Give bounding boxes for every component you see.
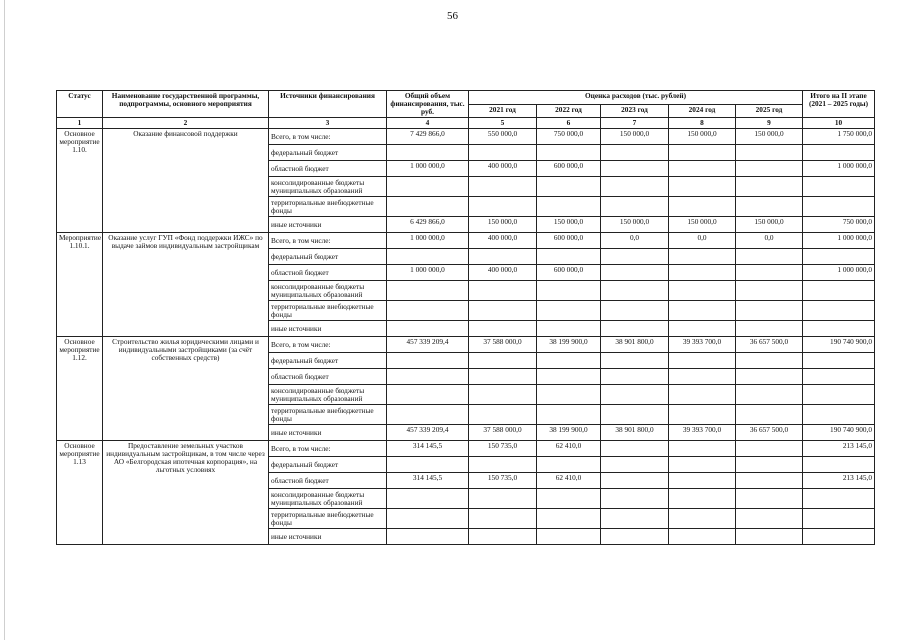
stage-total-cell: 1 750 000,0 (803, 129, 875, 145)
total-volume-cell: 1 000 000,0 (387, 265, 469, 281)
year-2023-cell (601, 473, 669, 489)
year-2021-cell (469, 353, 537, 369)
stage-total-cell (803, 353, 875, 369)
header-status: Статус (57, 91, 103, 118)
column-number-row (57, 118, 875, 129)
header-year: 2021 год (469, 104, 537, 118)
stage-total-cell (803, 321, 875, 337)
total-volume-cell (387, 529, 469, 545)
total-volume-cell (387, 489, 469, 509)
year-2024-cell (669, 249, 736, 265)
total-volume-cell (387, 301, 469, 321)
funding-source-cell: областной бюджет (269, 473, 387, 489)
year-2023-cell (601, 353, 669, 369)
year-2023-cell (601, 385, 669, 405)
table-row (57, 337, 875, 353)
year-2022-cell: 150 000,0 (537, 217, 601, 233)
year-2024-cell (669, 177, 736, 197)
year-2024-cell: 150 000,0 (669, 217, 736, 233)
year-2023-cell: 38 901 800,0 (601, 425, 669, 441)
total-volume-cell: 7 429 866,0 (387, 129, 469, 145)
stage-total-cell: 190 740 900,0 (803, 425, 875, 441)
year-2024-cell (669, 197, 736, 217)
year-2025-cell (736, 473, 803, 489)
funding-source-cell: федеральный бюджет (269, 145, 387, 161)
funding-source-cell: иные источники (269, 217, 387, 233)
total-volume-cell: 457 339 209,4 (387, 337, 469, 353)
table-row (57, 129, 875, 145)
total-volume-cell (387, 353, 469, 369)
stage-total-cell: 190 740 900,0 (803, 337, 875, 353)
stage-total-cell (803, 177, 875, 197)
year-2025-cell (736, 145, 803, 161)
year-2025-cell (736, 301, 803, 321)
year-2021-cell (469, 369, 537, 385)
year-2022-cell (537, 177, 601, 197)
funding-source-cell: Всего, в том числе: (269, 233, 387, 249)
year-2024-cell (669, 405, 736, 425)
year-2022-cell: 600 000,0 (537, 265, 601, 281)
header-row-top (57, 91, 875, 105)
year-2022-cell (537, 457, 601, 473)
year-2025-cell (736, 441, 803, 457)
header-year: 2024 год (669, 104, 736, 118)
table-body (57, 129, 875, 545)
year-2023-cell (601, 249, 669, 265)
funding-source-cell: областной бюджет (269, 161, 387, 177)
funding-source-cell: федеральный бюджет (269, 457, 387, 473)
header-total-volume: Общий объем финансирования, тыс. руб. (387, 91, 469, 118)
year-2021-cell (469, 321, 537, 337)
year-2024-cell (669, 145, 736, 161)
year-2022-cell (537, 281, 601, 301)
column-number: 4 (387, 118, 469, 129)
header-year: 2025 год (736, 104, 803, 118)
year-2024-cell (669, 385, 736, 405)
header-year: 2023 год (601, 104, 669, 118)
total-volume-cell: 457 339 209,4 (387, 425, 469, 441)
stage-total-cell: 1 000 000,0 (803, 161, 875, 177)
total-volume-cell: 1 000 000,0 (387, 233, 469, 249)
column-number: 9 (736, 118, 803, 129)
year-2024-cell (669, 489, 736, 509)
year-2023-cell (601, 369, 669, 385)
column-number: 10 (803, 118, 875, 129)
year-2023-cell: 0,0 (601, 233, 669, 249)
year-2025-cell (736, 405, 803, 425)
year-2023-cell (601, 441, 669, 457)
year-2025-cell (736, 281, 803, 301)
year-2022-cell (537, 321, 601, 337)
column-number: 1 (57, 118, 103, 129)
year-2025-cell (736, 369, 803, 385)
year-2022-cell: 600 000,0 (537, 233, 601, 249)
year-2024-cell: 150 000,0 (669, 129, 736, 145)
year-2024-cell (669, 457, 736, 473)
funding-source-cell: консолидированные бюджеты муниципальных образований (269, 177, 387, 197)
year-2023-cell (601, 321, 669, 337)
total-volume-cell: 314 145,5 (387, 473, 469, 489)
year-2023-cell (601, 301, 669, 321)
year-2021-cell (469, 249, 537, 265)
year-2022-cell: 750 000,0 (537, 129, 601, 145)
year-2023-cell (601, 529, 669, 545)
stage-total-cell (803, 249, 875, 265)
year-2021-cell (469, 529, 537, 545)
stage-total-cell (803, 529, 875, 545)
program-name-cell: Строительство жилья юридическими лицами и индивидуальными застройщиками (за счёт собственных средств) (103, 337, 269, 441)
year-2023-cell (601, 265, 669, 281)
stage-total-cell (803, 369, 875, 385)
funding-source-cell: областной бюджет (269, 265, 387, 281)
year-2024-cell (669, 509, 736, 529)
year-2021-cell (469, 457, 537, 473)
year-2022-cell (537, 509, 601, 529)
funding-source-cell: Всего, в том числе: (269, 129, 387, 145)
year-2025-cell (736, 457, 803, 473)
year-2025-cell (736, 249, 803, 265)
year-2025-cell (736, 177, 803, 197)
year-2023-cell (601, 197, 669, 217)
year-2021-cell: 400 000,0 (469, 161, 537, 177)
column-number: 5 (469, 118, 537, 129)
program-name-cell: Оказание услуг ГУП «Фонд поддержки ИЖС» по выдаче займов индивидуальным застройщикам (103, 233, 269, 337)
year-2023-cell (601, 489, 669, 509)
year-2025-cell (736, 353, 803, 369)
year-2021-cell (469, 281, 537, 301)
year-2022-cell (537, 249, 601, 265)
year-2023-cell (601, 405, 669, 425)
year-2023-cell (601, 457, 669, 473)
stage-total-cell (803, 457, 875, 473)
total-volume-cell: 6 429 866,0 (387, 217, 469, 233)
year-2021-cell (469, 385, 537, 405)
header-name: Наименование государственной программы, подпрограммы, основного мероприятия (103, 91, 269, 118)
stage-total-cell: 1 000 000,0 (803, 233, 875, 249)
total-volume-cell (387, 385, 469, 405)
year-2025-cell: 36 657 500,0 (736, 425, 803, 441)
year-2024-cell (669, 529, 736, 545)
year-2025-cell: 0,0 (736, 233, 803, 249)
total-volume-cell (387, 197, 469, 217)
total-volume-cell (387, 177, 469, 197)
page-number: 56 (447, 10, 458, 22)
table-row (57, 233, 875, 249)
budget-table (56, 90, 875, 545)
year-2024-cell (669, 353, 736, 369)
status-cell: Основное мероприятие 1.12. (57, 337, 103, 441)
funding-source-cell: иные источники (269, 529, 387, 545)
year-2022-cell: 38 199 900,0 (537, 337, 601, 353)
year-2022-cell (537, 145, 601, 161)
year-2022-cell: 62 410,0 (537, 441, 601, 457)
year-2021-cell: 37 588 000,0 (469, 337, 537, 353)
year-2025-cell: 36 657 500,0 (736, 337, 803, 353)
funding-source-cell: консолидированные бюджеты муниципальных образований (269, 489, 387, 509)
column-number: 6 (537, 118, 601, 129)
year-2022-cell (537, 301, 601, 321)
year-2025-cell (736, 529, 803, 545)
status-cell: Основное мероприятие 1.13 (57, 441, 103, 545)
stage-total-cell (803, 301, 875, 321)
header-year: 2022 год (537, 104, 601, 118)
year-2024-cell (669, 161, 736, 177)
year-2022-cell (537, 385, 601, 405)
stage-total-cell (803, 145, 875, 161)
year-2021-cell: 150 000,0 (469, 217, 537, 233)
year-2023-cell (601, 281, 669, 301)
year-2021-cell: 400 000,0 (469, 265, 537, 281)
year-2021-cell (469, 405, 537, 425)
year-2024-cell: 39 393 700,0 (669, 337, 736, 353)
year-2022-cell: 38 199 900,0 (537, 425, 601, 441)
total-volume-cell (387, 509, 469, 529)
funding-source-cell: консолидированные бюджеты муниципальных образований (269, 281, 387, 301)
header-estimate: Оценка расходов (тыс. рублей) (469, 91, 803, 105)
year-2024-cell (669, 473, 736, 489)
year-2021-cell (469, 509, 537, 529)
year-2024-cell: 39 393 700,0 (669, 425, 736, 441)
year-2024-cell: 0,0 (669, 233, 736, 249)
total-volume-cell (387, 457, 469, 473)
program-name-cell: Предоставление земельных участков индивидуальным застройщикам, в том числе через АО «Белгородская ипотечная корпорация», на льготных условиях (103, 441, 269, 545)
page-edge-line (4, 0, 5, 640)
year-2021-cell (469, 145, 537, 161)
year-2025-cell (736, 321, 803, 337)
year-2024-cell (669, 281, 736, 301)
year-2023-cell: 150 000,0 (601, 217, 669, 233)
year-2025-cell (736, 509, 803, 529)
year-2023-cell: 150 000,0 (601, 129, 669, 145)
year-2025-cell (736, 197, 803, 217)
funding-source-cell: Всего, в том числе: (269, 441, 387, 457)
year-2021-cell: 400 000,0 (469, 233, 537, 249)
total-volume-cell (387, 281, 469, 301)
year-2021-cell: 150 735,0 (469, 473, 537, 489)
stage-total-cell (803, 197, 875, 217)
year-2022-cell (537, 489, 601, 509)
stage-total-cell (803, 281, 875, 301)
stage-total-cell: 213 145,0 (803, 441, 875, 457)
header-stage-total: Итого на II этапе (2021 – 2025 годы) (803, 91, 875, 118)
year-2024-cell (669, 301, 736, 321)
funding-source-cell: Всего, в том числе: (269, 337, 387, 353)
funding-source-cell: федеральный бюджет (269, 249, 387, 265)
stage-total-cell (803, 385, 875, 405)
year-2021-cell (469, 489, 537, 509)
year-2025-cell: 150 000,0 (736, 217, 803, 233)
funding-source-cell: иные источники (269, 425, 387, 441)
year-2021-cell: 150 735,0 (469, 441, 537, 457)
funding-source-cell: территориальные внебюджетные фонды (269, 405, 387, 425)
funding-source-cell: областной бюджет (269, 369, 387, 385)
stage-total-cell: 1 000 000,0 (803, 265, 875, 281)
table-row (57, 441, 875, 457)
year-2025-cell (736, 489, 803, 509)
year-2021-cell (469, 197, 537, 217)
total-volume-cell (387, 145, 469, 161)
year-2025-cell (736, 385, 803, 405)
year-2024-cell (669, 321, 736, 337)
total-volume-cell (387, 405, 469, 425)
funding-source-cell: иные источники (269, 321, 387, 337)
header-sources: Источники финансирования (269, 91, 387, 118)
year-2022-cell (537, 197, 601, 217)
funding-source-cell: консолидированные бюджеты муниципальных образований (269, 385, 387, 405)
program-name-cell: Оказание финансовой поддержки (103, 129, 269, 233)
stage-total-cell (803, 489, 875, 509)
funding-source-cell: федеральный бюджет (269, 353, 387, 369)
column-number: 3 (269, 118, 387, 129)
year-2021-cell (469, 301, 537, 321)
funding-source-cell: территориальные внебюджетные фонды (269, 301, 387, 321)
year-2025-cell: 150 000,0 (736, 129, 803, 145)
total-volume-cell (387, 369, 469, 385)
total-volume-cell: 314 145,5 (387, 441, 469, 457)
year-2021-cell (469, 177, 537, 197)
year-2021-cell: 550 000,0 (469, 129, 537, 145)
year-2022-cell (537, 529, 601, 545)
stage-total-cell (803, 405, 875, 425)
total-volume-cell (387, 321, 469, 337)
year-2025-cell (736, 265, 803, 281)
year-2023-cell (601, 177, 669, 197)
year-2024-cell (669, 441, 736, 457)
column-number: 7 (601, 118, 669, 129)
total-volume-cell: 1 000 000,0 (387, 161, 469, 177)
year-2024-cell (669, 265, 736, 281)
stage-total-cell (803, 509, 875, 529)
year-2022-cell (537, 369, 601, 385)
year-2023-cell (601, 145, 669, 161)
column-number: 8 (669, 118, 736, 129)
year-2023-cell (601, 509, 669, 529)
year-2022-cell (537, 353, 601, 369)
status-cell: Основное мероприятие 1.10. (57, 129, 103, 233)
year-2025-cell (736, 161, 803, 177)
stage-total-cell: 213 145,0 (803, 473, 875, 489)
status-cell: Мероприятие 1.10.1. (57, 233, 103, 337)
year-2023-cell (601, 161, 669, 177)
year-2024-cell (669, 369, 736, 385)
year-2023-cell: 38 901 800,0 (601, 337, 669, 353)
year-2022-cell: 600 000,0 (537, 161, 601, 177)
funding-source-cell: территориальные внебюджетные фонды (269, 197, 387, 217)
year-2022-cell (537, 405, 601, 425)
column-number: 2 (103, 118, 269, 129)
total-volume-cell (387, 249, 469, 265)
stage-total-cell: 750 000,0 (803, 217, 875, 233)
funding-source-cell: территориальные внебюджетные фонды (269, 509, 387, 529)
year-2022-cell: 62 410,0 (537, 473, 601, 489)
year-2021-cell: 37 588 000,0 (469, 425, 537, 441)
